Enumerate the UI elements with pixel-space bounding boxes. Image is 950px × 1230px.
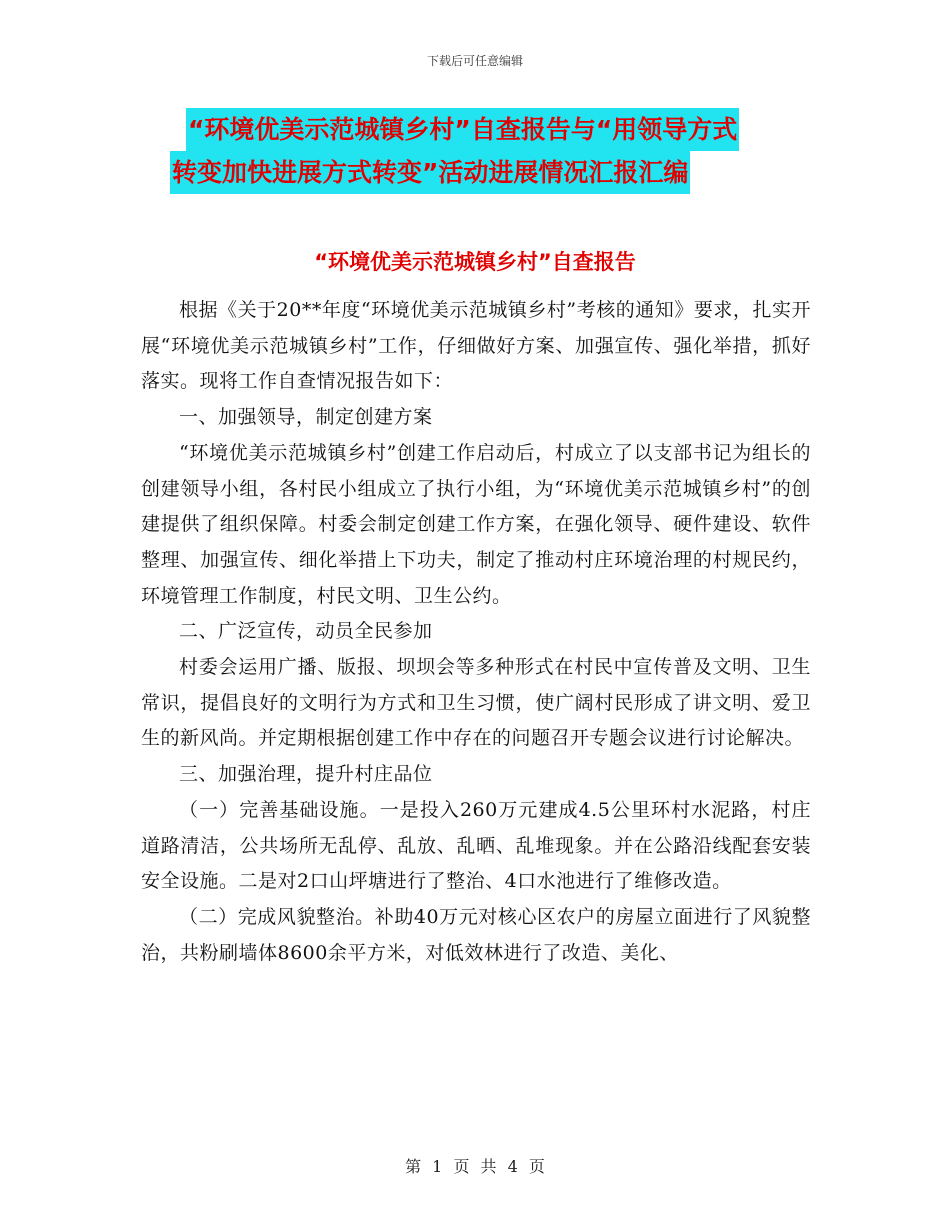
paragraph: 根据《关于20**年度“环境优美示范城镇乡村”考核的通知》要求，扎实开展“环境优美示范城镇乡村”工作，仔细做好方案、加强宣传、强化举措，抓好落实。现将工作自查情况报告如下： (141, 299, 811, 393)
paragraph: 一、加强领导，制定创建方案 (179, 406, 433, 429)
paragraph: 村委会运用广播、版报、坝坝会等多种形式在村民中宣传普及文明、卫生常识，提倡良好的文明行为方式和卫生习惯，使广阔村民形成了讲文明、爱卫生的新风尚。并定期根据创建工作中存在的问题召开专题会议进行讨论解决。 (141, 656, 811, 750)
main-title-line-1: “环境优美示范城镇乡村”自查报告与“用领导方式 (186, 108, 739, 151)
main-title-line-2: 转变加快进展方式转变”活动进展情况汇报汇编 (170, 151, 690, 194)
page-footer: 第 1 页 共 4 页 (405, 1157, 545, 1176)
paragraph: 三、加强治理，提升村庄品位 (179, 763, 433, 786)
paragraph: （二）完成风貌整治。补助40万元对核心区农户的房屋立面进行了风貌整治，共粉刷墙体8600余平方米，对低效林进行了改造、美化、 (141, 905, 811, 964)
main-title (170, 108, 810, 194)
paragraph: （一）完善基础设施。一是投入260万元建成4.5公里环村水泥路，村庄道路清洁，公共场所无乱停、乱放、乱晒、乱堆现象。并在公路沿线配套安装安全设施。二是对2口山坪塘进行了整治、4口水池进行了维修改造。 (141, 798, 811, 893)
body-text (141, 293, 811, 971)
header-note: 下载后可任意编辑 (426, 54, 523, 68)
section-title: “环境优美示范城镇乡村”自查报告 (314, 250, 636, 274)
paragraph: 二、广泛宣传，动员全民参加 (179, 620, 433, 643)
paragraph: “环境优美示范城镇乡村”创建工作启动后，村成立了以支部书记为组长的创建领导小组，各村民小组成立了执行小组，为“环境优美示范城镇乡村”的创建提供了组织保障。村委会制定创建工作方案，在强化领导、硬件建设、软件整理、加强宣传、细化举措上下功夫，制定了推动村庄环境治理的村规民约，环境管理工作制度，村民文明、卫生公约。 (141, 441, 811, 607)
